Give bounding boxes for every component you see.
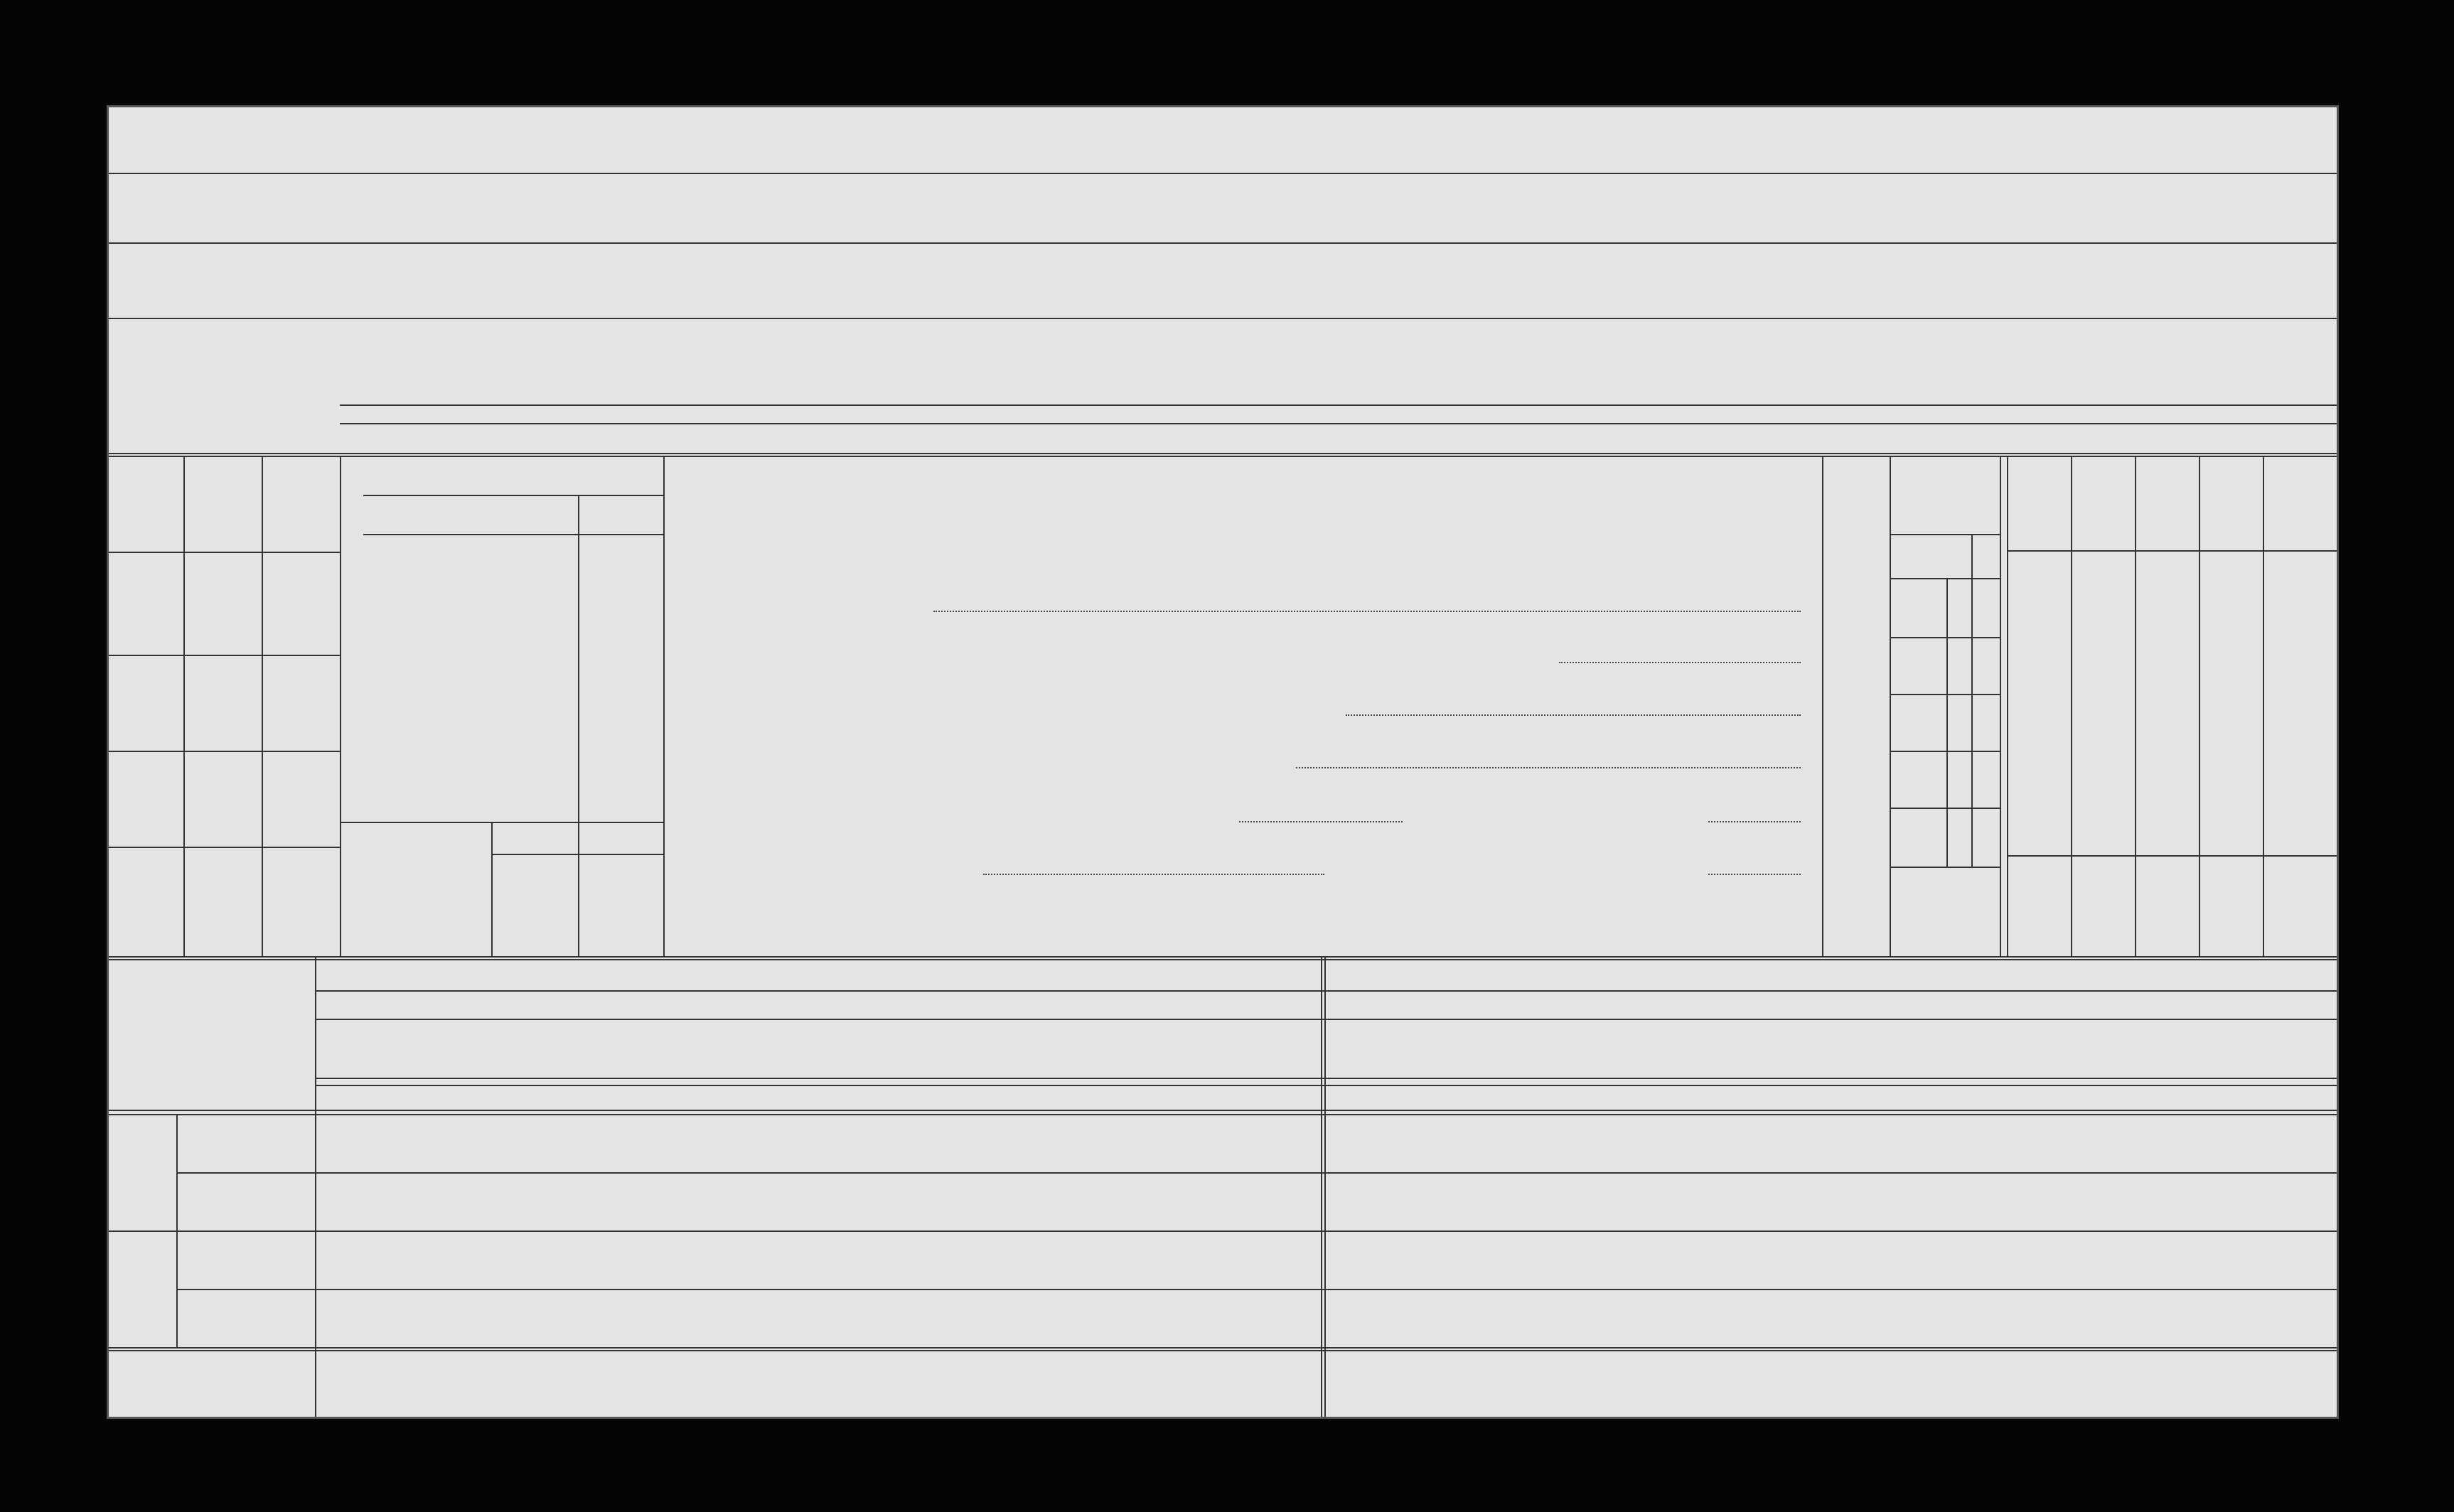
census-card [107,105,2339,1419]
